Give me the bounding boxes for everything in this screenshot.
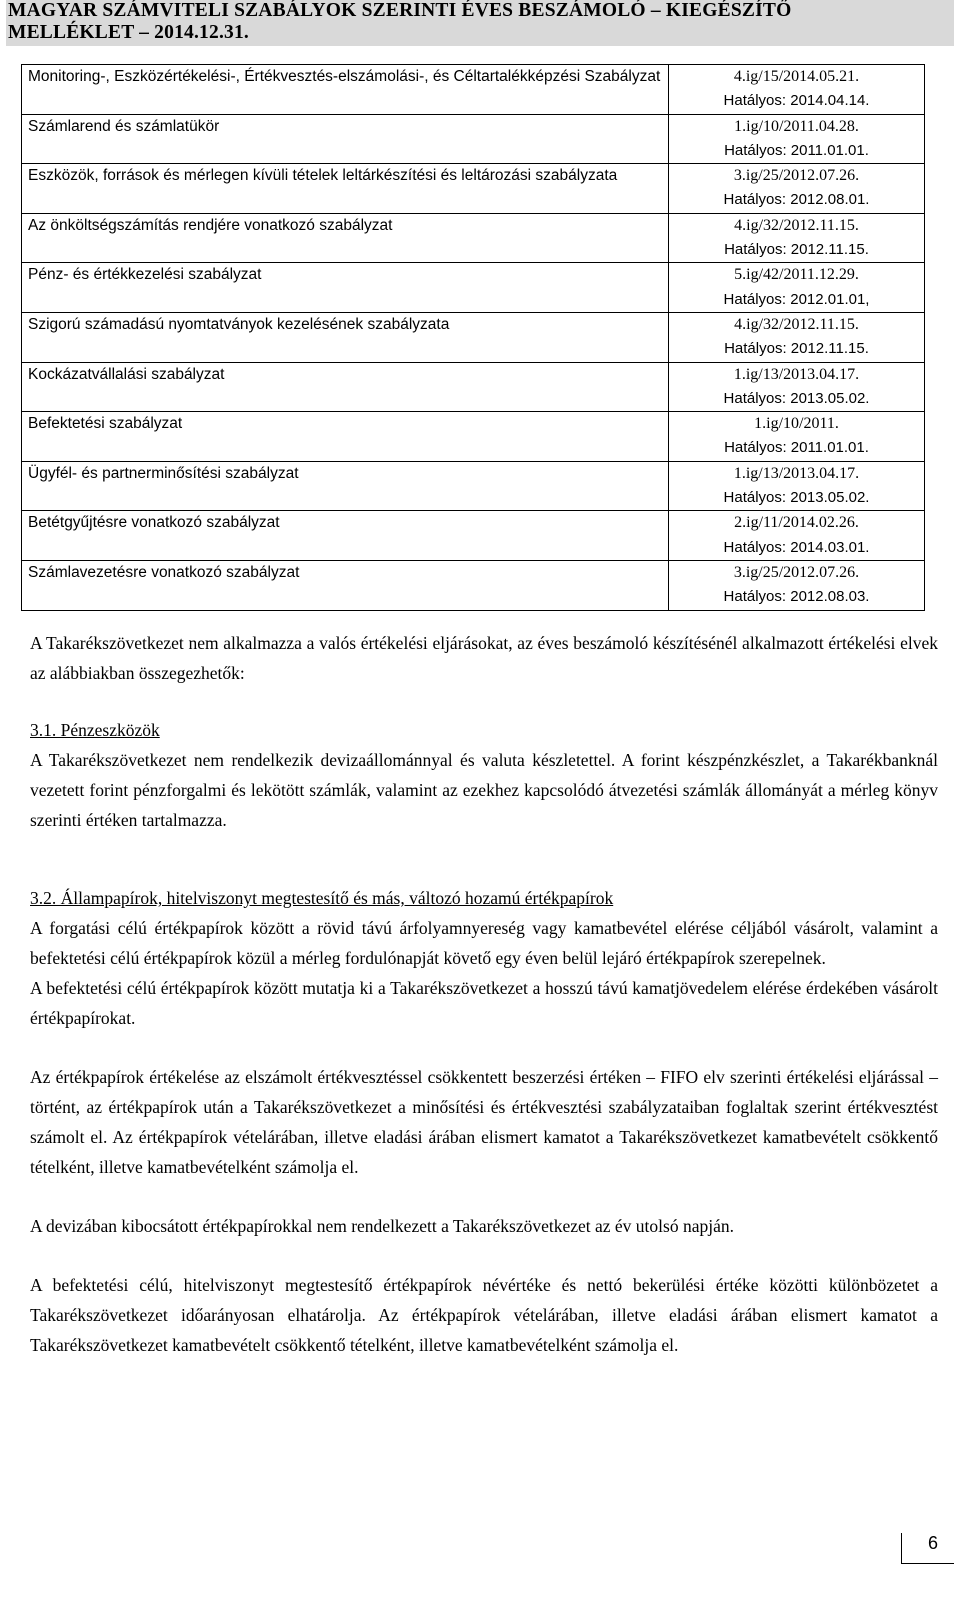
rule-effective: Hatályos: 2012.01.01, (723, 290, 870, 308)
table-row (22, 362, 925, 412)
table-row (22, 312, 925, 362)
section-3-2-paragraph-4: A devizában kibocsátott értékpapírokkal nem rendelkezett a Takarékszövetkezet az év utolsó napján. (30, 1216, 734, 1236)
rule-name: Számlavezetésre vonatkozó szabályzat (22, 560, 669, 610)
rule-effective: Hatályos: 2012.11.15. (724, 340, 869, 358)
rule-effective: Hatályos: 2012.11.15. (724, 241, 869, 259)
intro-paragraph-block (30, 628, 938, 688)
section-3-2-paragraph-2: A befektetési célú értékpapírok között mutatja ki a Takarékszövetkezet a hosszú távú kamatjövedelem elérése érdekében vásárolt értékpapírokat. (30, 978, 938, 1028)
table-row (22, 412, 925, 462)
rule-ref: 4.ig/32/2012.11.15. (734, 216, 859, 234)
table-row (22, 560, 925, 610)
rule-ref-cell (669, 65, 925, 115)
section-3-2-paragraph-1: A forgatási célú értékpapírok között a rövid távú árfolyamnyereség vagy kamatbevétel elérése céljából vásárolt, valamint a befektetési célú értékpapírok közül a mérleg fordulónapját követő egy éven belül lejáró értékpapírok szerepelnek. (30, 918, 938, 968)
section-3-1-paragraph: A Takarékszövetkezet nem rendelkezik devizaállománnyal és valuta készletettel. A forint készpénzkészlet, a Takarékbanknál vezetett forint pénzforgalmi és lekötött számlák, valamint az ezekhez kapcsolódó átvezetési számlák állományát a mérleg könyv szerinti értéken tartalmazza. (30, 750, 938, 830)
table-row (22, 65, 925, 115)
rule-ref-cell (669, 213, 925, 263)
rule-effective: Hatályos: 2011.01.01. (724, 141, 869, 159)
rule-effective: Hatályos: 2013.05.02. (723, 489, 870, 507)
rule-name: Pénz- és értékkezelési szabályzat (22, 263, 669, 313)
rule-ref-cell (669, 362, 925, 412)
rules-table (21, 64, 925, 611)
rule-name: Befektetési szabályzat (22, 412, 669, 462)
rule-name: Monitoring-, Eszközértékelési-, Értékvesztés-elszámolási-, és Céltartalékképzési Szabályzat (22, 65, 669, 115)
header-title-line-1: MAGYAR SZÁMVITELI SZABÁLYOK SZERINTI ÉVES BESZÁMOLÓ – KIEGÉSZÍTŐ (8, 0, 792, 21)
rule-name: Kockázatvállalási szabályzat (22, 362, 669, 412)
section-3-1 (30, 715, 938, 835)
section-heading-3-2: 3.2. Állampapírok, hitelviszonyt megtestesítő és más, változó hozamú értékpapírok (30, 888, 614, 908)
rule-ref-cell (669, 511, 925, 561)
rule-name: Ügyfél- és partnerminősítési szabályzat (22, 461, 669, 511)
rule-ref: 1.ig/10/2011.04.28. (734, 117, 859, 135)
rule-ref: 5.ig/42/2011.12.29. (734, 266, 859, 284)
rule-effective: Hatályos: 2014.03.01. (723, 538, 870, 556)
rule-ref: 4.ig/15/2014.05.21. (733, 68, 860, 85)
rule-ref: 3.ig/25/2012.07.26. (733, 563, 860, 581)
page-header (6, 0, 954, 46)
rule-ref-cell (669, 560, 925, 610)
rule-name: Számlarend és számlatükör (22, 114, 669, 164)
rule-ref-cell (669, 412, 925, 462)
rule-ref: 4.ig/32/2012.11.15. (734, 315, 859, 333)
rule-name: Az önköltségszámítás rendjére vonatkozó szabályzat (22, 213, 669, 263)
rule-ref-cell (669, 114, 925, 164)
rule-effective: Hatályos: 2012.08.03. (723, 588, 870, 606)
rule-ref: 2.ig/11/2014.02.26. (734, 514, 859, 532)
rule-effective: Hatályos: 2011.01.01. (724, 439, 869, 457)
rule-effective: Hatályos: 2013.05.02. (723, 389, 870, 407)
section-heading-3-1: 3.1. Pénzeszközök (30, 720, 160, 740)
table-row (22, 263, 925, 313)
rule-name: Betétgyűjtésre vonatkozó szabályzat (22, 511, 669, 561)
section-3-2 (30, 883, 938, 1360)
rule-ref-cell (669, 461, 925, 511)
table-row (22, 164, 925, 214)
rule-ref: 1.ig/10/2011. (754, 415, 839, 433)
rule-ref-cell (669, 312, 925, 362)
table-row (22, 461, 925, 511)
header-title-line-2: MELLÉKLET – 2014.12.31. (8, 22, 249, 43)
rule-ref: 1.ig/13/2013.04.17. (733, 464, 860, 482)
rule-ref: 1.ig/13/2013.04.17. (733, 365, 860, 383)
rule-name: Szigorú számadású nyomtatványok kezelésének szabályzata (22, 312, 669, 362)
rule-effective: Hatályos: 2014.04.14. (723, 92, 870, 110)
section-3-2-paragraph-3: Az értékpapírok értékelése az elszámolt értékvesztéssel csökkentett beszerzési értéken – FIFO elv szerinti értékelési eljárással – történt, az értékpapírok után a Takarékszövetkezet a minősítési és értékvesztési szabályzataiban foglaltak szerint értékvesztést számolt el. Az értékpapírok vételárában, illetve eladási árában elismert kamatot a Takarékszövetkezet kamatbevételt csökkentő tételként, illetve kamatbevételként számolja el. (30, 1067, 938, 1177)
rule-effective: Hatályos: 2012.08.01. (723, 191, 870, 209)
intro-paragraph: A Takarékszövetkezet nem alkalmazza a valós értékelési eljárásokat, az éves beszámoló készítésénél alkalmazott értékelési elvek az alábbiakban összegezhetők: (30, 633, 938, 683)
page-number: 6 (927, 1533, 938, 1553)
rule-ref-cell (669, 164, 925, 214)
table-row (22, 114, 925, 164)
rule-ref: 3.ig/25/2012.07.26. (733, 167, 860, 185)
table-row (22, 213, 925, 263)
table-row (22, 511, 925, 561)
section-3-2-paragraph-5: A befektetési célú, hitelviszonyt megtestesítő értékpapírok névértéke és nettó bekerülési értéke közötti különbözetet a Takarékszövetkezet időarányosan elhatárolja. Az értékpapírok vételárában, illetve eladási árában elismert kamatot a Takarékszövetkezet kamatbevételt csökkentő tételként, illetve kamatbevételként számolja el. (30, 1275, 938, 1355)
rule-ref-cell (669, 263, 925, 313)
rule-name: Eszközök, források és mérlegen kívüli tételek leltárkészítési és leltározási szabályzata (22, 164, 669, 214)
